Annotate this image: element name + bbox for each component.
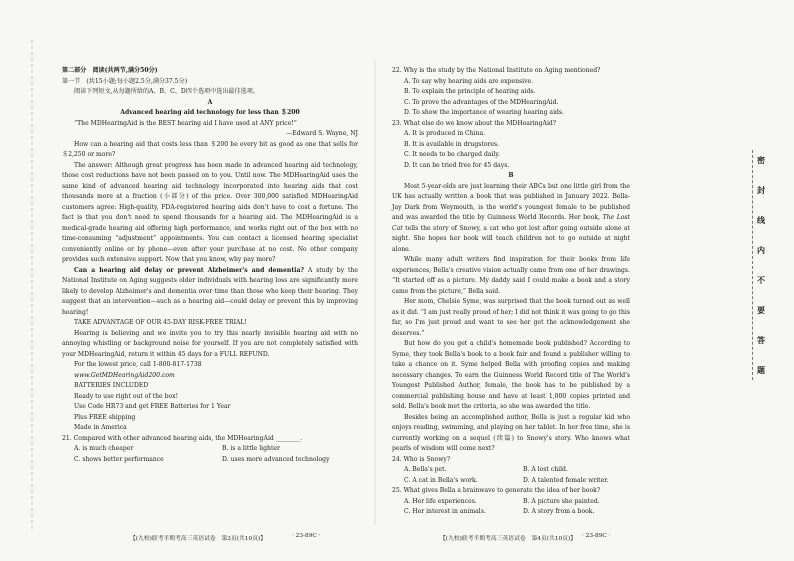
section-part1: 第一节 (共15小题;每小题2.5分,满分37.5分) — [62, 77, 188, 85]
q25-option-d: D. A story from a book. — [523, 508, 595, 515]
passage-b-p5: Besides being an accomplished author, Bella is just a regular kid who enjoys reading, swimming, and playing on her tablet. In her free time, she is currently working on a sequel (续篇) to Snowy's story. Who knows what pearls of wisdom will come next? — [392, 413, 630, 452]
question-24 — [392, 455, 630, 487]
q21-option-a: A. is much cheaper — [74, 445, 134, 452]
passage-a-question: How can a hearing aid that costs less than ＄200 be every bit as good as one that sells for ＄2,250 or more? — [62, 140, 358, 158]
q24-option-c: C. A cat in Bella's work. — [404, 476, 478, 484]
passage-a-batteries: BATTERIES INCLUDED — [74, 382, 149, 389]
passage-b-p1 — [392, 182, 630, 256]
section-instruction: 阅读下列短文,从每题所给的A、B、C、D四个选项中选出最佳选项。 — [74, 88, 259, 95]
q23-stem: 23. What else do we know about the MDHearingAid? — [392, 119, 557, 127]
seal-char: 内 — [757, 245, 765, 255]
q22-option-d: D. To show the importance of wearing hearing aids. — [404, 109, 564, 116]
passage-a-price: For the lowest price, call 1-800-817-1738 — [74, 361, 202, 368]
q23-option-d: D. It can be tried free for 45 days. — [404, 161, 510, 169]
seal-char: 题 — [757, 365, 765, 375]
book-title: The Lost Cat — [392, 214, 630, 232]
q23-option-c: C. It needs to be charged daily. — [404, 151, 500, 158]
seal-char: 密 — [757, 155, 765, 165]
passage-a-believing: Hearing is believing and we invite you to try this nearly invisible hearing aid with no annoying whistling or background noise for yourself. If you are not completely satisfied with your MDHearingAid, return it within 45 days for a FULL REFUND. — [62, 329, 358, 358]
q24-option-d: D. A talented female writer. — [523, 476, 609, 484]
passage-b-p1-start: Most 5-year-olds are just learning their ABCs but one little girl from the UK has actually written a book that was published in January 2022. Bella-Jay Dark from Weymouth, is the world's youngest female to be published and was awarded the title by Guinness World Records. Her book, — [392, 182, 630, 221]
footer-left-label: 【(九校)联考半期考高三英语试卷 第3页(共10页)】 — [130, 536, 267, 542]
question-23 — [392, 119, 630, 172]
passage-a-website: www.GetMDHearingAid200.com — [74, 371, 175, 379]
passage-a-attribution: —Edward S. Wayne, NJ — [286, 130, 358, 137]
q24-options — [392, 465, 630, 486]
seal-char: 线 — [757, 215, 765, 225]
passage-b-p2: While many adult writers find inspiration for their books from life experiences, Bella's creative vision actually came from one of her drawings. “It started off as a picture. My daddy said I could make a book and a story came from the picture,” Bella said. — [392, 256, 630, 295]
q25-stem: 25. What gives Bella a brainwave to generate the idea of her book? — [392, 487, 601, 494]
q22-option-c: C. To prove the advantages of the MDHearingAid. — [404, 98, 559, 106]
seal-line-strip — [752, 150, 766, 380]
footer-right-label: 【(九校)联考半期考高三英语试卷 第4页(共10页)】 — [440, 536, 577, 542]
passage-a-headline: Advanced hearing aid technology for less than ＄200 — [120, 109, 300, 116]
seal-char: 答 — [757, 335, 765, 345]
q23-option-a: A. It is produced in China. — [404, 130, 486, 137]
right-column — [392, 66, 630, 518]
passage-a-code: Use Code HR73 and get FREE Batteries for 1 Year — [74, 403, 231, 410]
left-column — [62, 66, 358, 465]
passage-a-ready: Ready to use right out of the box! — [74, 392, 179, 400]
passage-a-letter: A — [207, 98, 213, 106]
q23-option-b: B. It is available in drugstores. — [404, 140, 500, 148]
q21-stem: 21. Compared with other advanced hearing aids, the MDHearingAid ________. — [62, 434, 303, 442]
question-22 — [392, 66, 630, 119]
alzheimers-text: A study by the National Institute on Aging suggests older individuals with hearing loss are significantly more likely to develop Alzheimer's and dementia over time than those who keep their hearing. They suggest that an intervention—such as a hearing aid—could delay or prevent this by improving hearing! — [62, 266, 358, 316]
q22-option-b: B. To explain the principle of hearing aids. — [404, 88, 536, 95]
passage-b-p1-end: tells the story of Snowy, a cat who got lost after going outside alone at night. She hopes her book will teach children not to go outside at night alone. — [392, 224, 630, 253]
passage-a-answer: The answer: Although great progress has been made in advanced hearing aid technology, those cost reductions have not been passed on to you. Until now. The MDHearingAid uses the same kind of advanced hearing aid technology incorporated into hearing aids that cost thousands more at a fraction (小部分) of the price. Over 300,000 satisfied MDHearingAid customers agree: High-quality, FDA-registered hearing aids don't have to cost a fortune. The fact is that you don't need to spend thousands for a hearing aid. The MDHearingAid is a medical-grade hearing aid offering high performance, and works right out of the box with no time-consuming “adjustment” appointments. You can contact a licensed hearing specialist conveniently online or by phone—even after your purchase at no cost. No other company provides such extensive support. Now that you know, why pay more? — [62, 161, 358, 263]
passage-a-made: Made in America — [74, 424, 127, 431]
q21-option-d: D. uses more advanced technology — [222, 455, 330, 463]
seal-char: 不 — [757, 275, 765, 285]
footer-left-code: · 23-89C · — [292, 533, 321, 539]
q24-option-b: B. A lost child. — [523, 466, 568, 473]
q25-option-b: B. A picture she painted. — [523, 497, 600, 505]
q25-options — [392, 497, 630, 518]
passage-b-letter: B — [508, 172, 514, 179]
q21-option-b: B. is a little lighter — [222, 445, 280, 452]
passage-a-trial: TAKE ADVANTAGE OF OUR 45-DAY RISK-FREE TRIAL! — [74, 319, 247, 326]
seal-char: 要 — [757, 305, 765, 315]
passage-b-p4: But how do you get a child's homemade book published? According to Syme, they took Bella's book to a book fair and found a publisher willing to take a chance on it. Syme helped Bella with proofing copies and making necessary changes. To earn the Guinness World Record title of The World's Youngest Published Author, female, the book has to be published by a commercial publishing house and have at least 1,000 copies printed and sold. Bella's book met the criteria, so she was awarded the title. — [392, 340, 630, 410]
alzheimers-question: Can a hearing aid delay or prevent Alzheimer's and dementia? — [74, 266, 304, 274]
q21-option-c: C. shows better performance — [74, 455, 164, 463]
passage-a-quote: “The MDHearingAid is the BEST hearing aid I have used at ANY price!” — [74, 119, 297, 127]
question-25 — [392, 486, 630, 518]
q25-option-c: C. Her interest in animals. — [404, 508, 486, 515]
q24-option-a: A. Bella's pet. — [404, 466, 447, 473]
question-21 — [62, 434, 358, 466]
q25-option-a: A. Her life experiences. — [404, 497, 477, 505]
seal-char: 封 — [757, 185, 765, 195]
section-title: 第二部分 阅读(共两节,满分50分) — [62, 67, 158, 74]
footer-right-code: · 23-89C · — [582, 533, 611, 539]
q24-stem: 24. Who is Snowy? — [392, 455, 451, 463]
passage-a-alzheimers — [62, 266, 358, 319]
passage-b-p3: Her mom, Chelsie Syme, was surprised that the book turned out as well as it did. “I am just really proud of her; I did not think it was going to go this far, so I'm just proud and want to see her get the acknowledgement she deserves.” — [392, 298, 630, 337]
passage-a-shipping: Plus FREE shipping — [74, 413, 136, 421]
q22-option-a: A. To say why hearing aids are expensive. — [404, 77, 534, 85]
q22-stem: 22. Why is the study by the National Institute on Aging mentioned? — [392, 67, 601, 74]
q21-options — [62, 444, 358, 465]
